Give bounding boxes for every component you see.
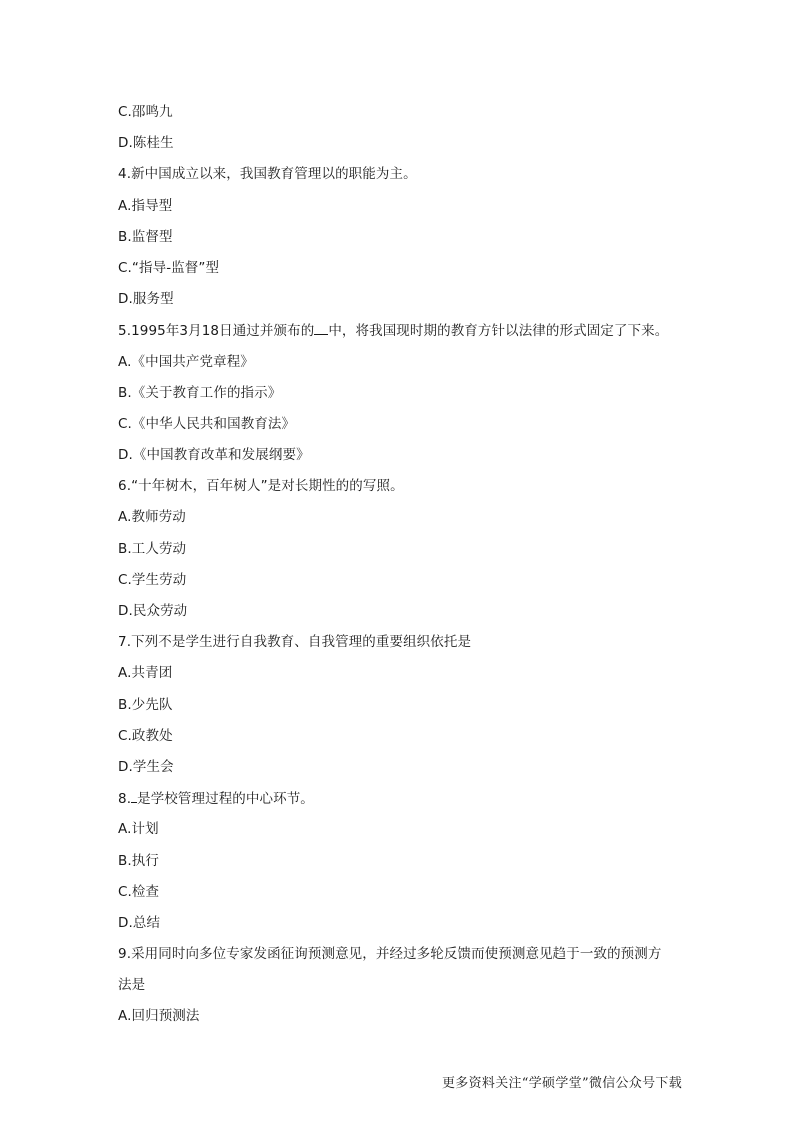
option-d-q8: D.总结 <box>118 914 161 931</box>
option-a-q9: A.回归预测法 <box>118 1008 200 1025</box>
option-b-q4: B.监督型 <box>118 228 173 245</box>
option-b-q6: B.工人劳动 <box>118 540 187 557</box>
option-d-q3: D.陈桂生 <box>118 135 174 152</box>
option-a-q8: A.计划 <box>118 821 159 838</box>
option-d-q7: D.学生会 <box>118 758 174 775</box>
option-b-q7: B.少先队 <box>118 696 173 713</box>
question-7: 7.下列不是学生进行自我教育、自我管理的重要组织依托是 <box>118 634 472 651</box>
option-d-q5: D.《中国教育改革和发展纲要》 <box>118 447 310 464</box>
option-a-q6: A.教师劳动 <box>118 509 186 526</box>
question-8-text: 是学校管理过程的中心环节。 <box>137 791 314 808</box>
option-c-q5: C.《中华人民共和国教育法》 <box>118 415 296 432</box>
footer-note: 更多资料关注“学硕学堂”微信公众号下载 <box>442 1076 682 1091</box>
question-9-cont: 法是 <box>118 977 146 994</box>
option-c-q3: C.邵鸣九 <box>118 104 173 120</box>
question-8 <box>118 788 698 819</box>
option-a-q4: A.指导型 <box>118 197 173 214</box>
option-d-q4: D.服务型 <box>118 291 174 308</box>
question-4: 4.新中国成立以来，我国教育管理以的职能为主。 <box>118 166 417 183</box>
option-a-q5: A.《中国共产党章程》 <box>118 353 254 370</box>
option-c-q7: C.政教处 <box>118 727 173 744</box>
question-6: 6.“十年树木，百年树人”是对长期性的的写照。 <box>118 478 404 495</box>
option-d-q6: D.民众劳动 <box>118 603 188 619</box>
question-9: 9.采用同时向多位专家发函征询预测意见，并经过多轮反馈而使预测意见趋于一致的预测方 <box>118 946 662 963</box>
question-5-part1: 5.1995年3月18日通过并颁布的 <box>118 323 315 340</box>
question-5 <box>118 320 698 351</box>
question-list <box>118 102 698 1038</box>
option-c-q6: C.学生劳动 <box>118 571 187 588</box>
option-c-q8: C.检查 <box>118 883 160 900</box>
question-8-number: 8. <box>118 791 132 808</box>
option-c-q4: C.“指导-监督”型 <box>118 259 220 276</box>
question-5-blank <box>314 320 328 335</box>
option-a-q7: A.共青团 <box>118 665 173 682</box>
option-b-q5: B.《关于教育工作的指示》 <box>118 384 282 401</box>
question-5-part2: 中，将我国现时期的教育方针以法律的形式固定了下来。 <box>328 323 669 340</box>
option-b-q8: B.执行 <box>118 852 159 869</box>
